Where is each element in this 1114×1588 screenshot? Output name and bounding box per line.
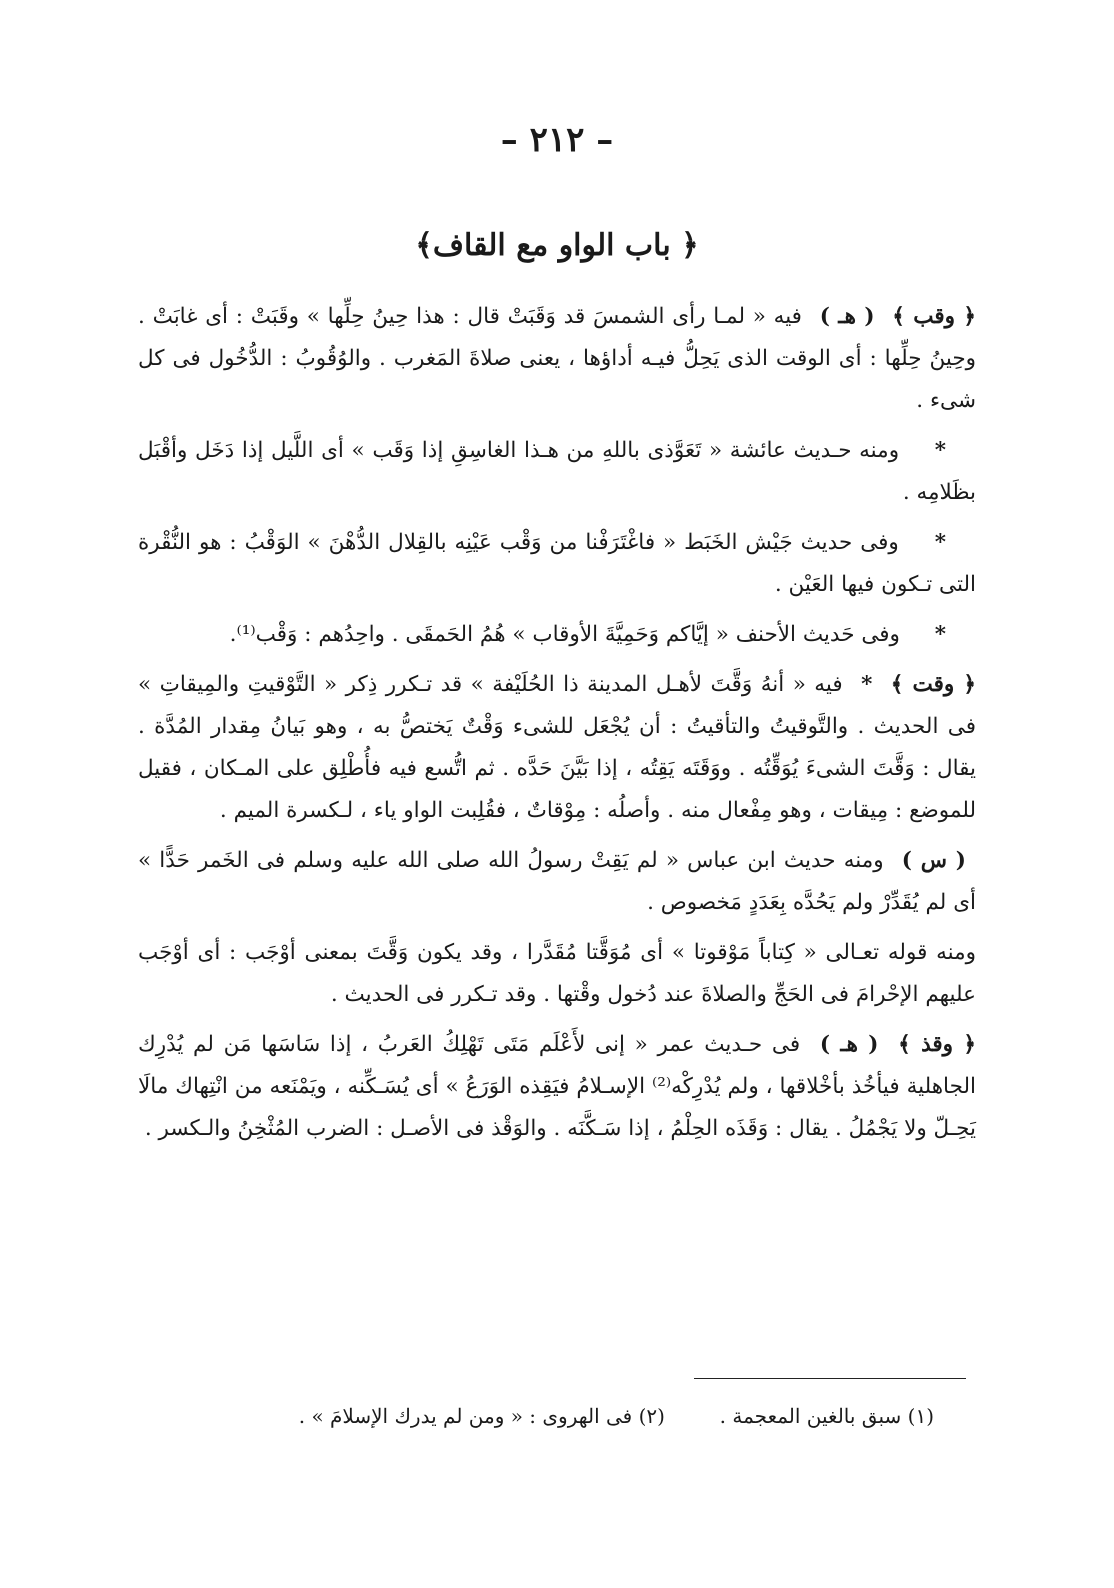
hadith-paragraph	[138, 430, 976, 514]
star-marker: *	[934, 530, 946, 555]
source-tag: ( هـ )	[819, 304, 875, 329]
entry-text: فى حـديث عمر « إنى لأَعْلَم مَتَى تَهْلِكُ العَربُ ، إذا سَاسَها مَن لم يُدْرِك الجاهلية فيأخُذ بأخْلاقها ، ولم يُدْرِكْه⁽²⁾ الإسـلامُ فيَقِذه الوَرَعُ » أى يُسَـكِّنه ، ويَمْنَعه من انْتِهاك مالَا يَحِـلّ ولا يَجْمُلُ . يقال : وَقَذَه الحِلْمُ ، إذا سَـكَّنَه . والوَقْذ فى الأصـل : الضرب المُثْخِنُ والـكسر .	[138, 1032, 976, 1141]
entry-text: وفى حديث جَيْش الخَبَط « فاغْتَرَفْنا من وَقْب عَيْنِه بالقِلال الدُّهْنَ » الوَقْبُ : هو النُّقْرة التى تـكون فيها العَيْن .	[138, 530, 976, 597]
source-tag: ( س )	[901, 848, 966, 873]
star-marker: *	[934, 438, 946, 463]
footnotes	[174, 1398, 934, 1434]
hadith-paragraph	[138, 522, 976, 606]
entry-paragraph	[138, 664, 976, 832]
hadith-paragraph	[138, 840, 976, 924]
entry-text: وفى حَديث الأحنف « إيَّاكم وَحَمِيَّةَ الأوقاب » هُمُ الحَمقَى . واحِدُهم : وَقْب⁽¹⁾.	[229, 622, 900, 647]
footnote-2: (٢) فى الهروى : « ومن لم يدرك الإسلامَ » .	[298, 1404, 665, 1428]
star-marker: *	[861, 672, 873, 697]
entry-text: فيه « أنهُ وَقَّتَ لأهـل المدينة ذا الحُلَيْفة » قد تـكرر ذِكر « التَّوْقيتِ والمِيقاتِ » فى الحديث . والتَّوقيتُ والتأقيتُ : أن يُجْعَل للشىء وَقْتٌ يَختصُّ به ، وهو بَيانُ مِقدار المُدَّة . يقال : وَقَّتَ الشىءَ يُوَقِّتُه . ووَقَتَه يَقِتُه ، إذا بَيَّنَ حَدَّه . ثم اتُّسع فيه فأُطْلِق على المـكان ، فقيل للموضع : مِيقات ، وهو مِفْعال منه . وأصلُه : مِوْقاتٌ ، فقُلِبت الواو ياء ، لـكسرة الميم .	[138, 672, 976, 823]
entry-headword: ﴿ وقذ ﴾	[898, 1032, 976, 1057]
footnote-divider	[694, 1378, 966, 1379]
source-tag: ( هـ )	[819, 1032, 879, 1057]
entry-headword: ﴿ وقت ﴾	[890, 672, 976, 697]
entry-paragraph	[138, 1024, 976, 1150]
page-number: – ٢١٢ –	[500, 120, 614, 160]
entry-text: ومنه قوله تعـالى « كِتاباً مَوْقوتا » أى مُوَقَّتا مُقَدَّرا ، وقد يكون وَقَّتَ بمعنى أوْجَب : أى أوْجَب عليهم الإحْرامَ فى الحَجِّ والصلاةَ عند دُخول وقْتها . وقد تـكرر فى الحديث .	[138, 940, 976, 1007]
entry-paragraph	[138, 296, 976, 422]
chapter-title: ﴿ باب الواو مع القاف﴾	[415, 228, 699, 263]
hadith-paragraph	[138, 932, 976, 1016]
hadith-paragraph	[138, 614, 976, 656]
entries-body	[138, 296, 976, 1158]
entry-headword: ﴿ وقب ﴾	[892, 304, 977, 329]
entry-text: ومنه حديث ابن عباس « لم يَقِتْ رسولُ الله صلى الله عليه وسلم فى الخَمر حَدًّا » أى لم يُقَدِّرْ ولم يَحُدَّه بِعَدَدٍ مَخصوص .	[138, 848, 976, 915]
entry-text: فيه « لمـا رأى الشمسَ قد وَقَبَتْ قال : هذا حِينُ حِلِّها » وقَبَتْ : أى غابَتْ . وحِينُ حِلِّها : أى الوقت الذى يَحِلُّ فيـه أداؤها ، يعنى صلاةَ المَغرب . والوُقُوبُ : الدُّخُول فى كل شىء .	[138, 304, 976, 413]
footnote-1: (١) سبق بالغين المعجمة .	[719, 1404, 934, 1428]
entry-text: ومنه حـديث عائشة « تَعَوَّذى باللهِ من هـذا الغاسِقِ إذا وَقَب » أى اللَّيل إذا دَخَل وأقْبَل بظَلامِه .	[138, 438, 976, 505]
star-marker: *	[934, 622, 946, 647]
